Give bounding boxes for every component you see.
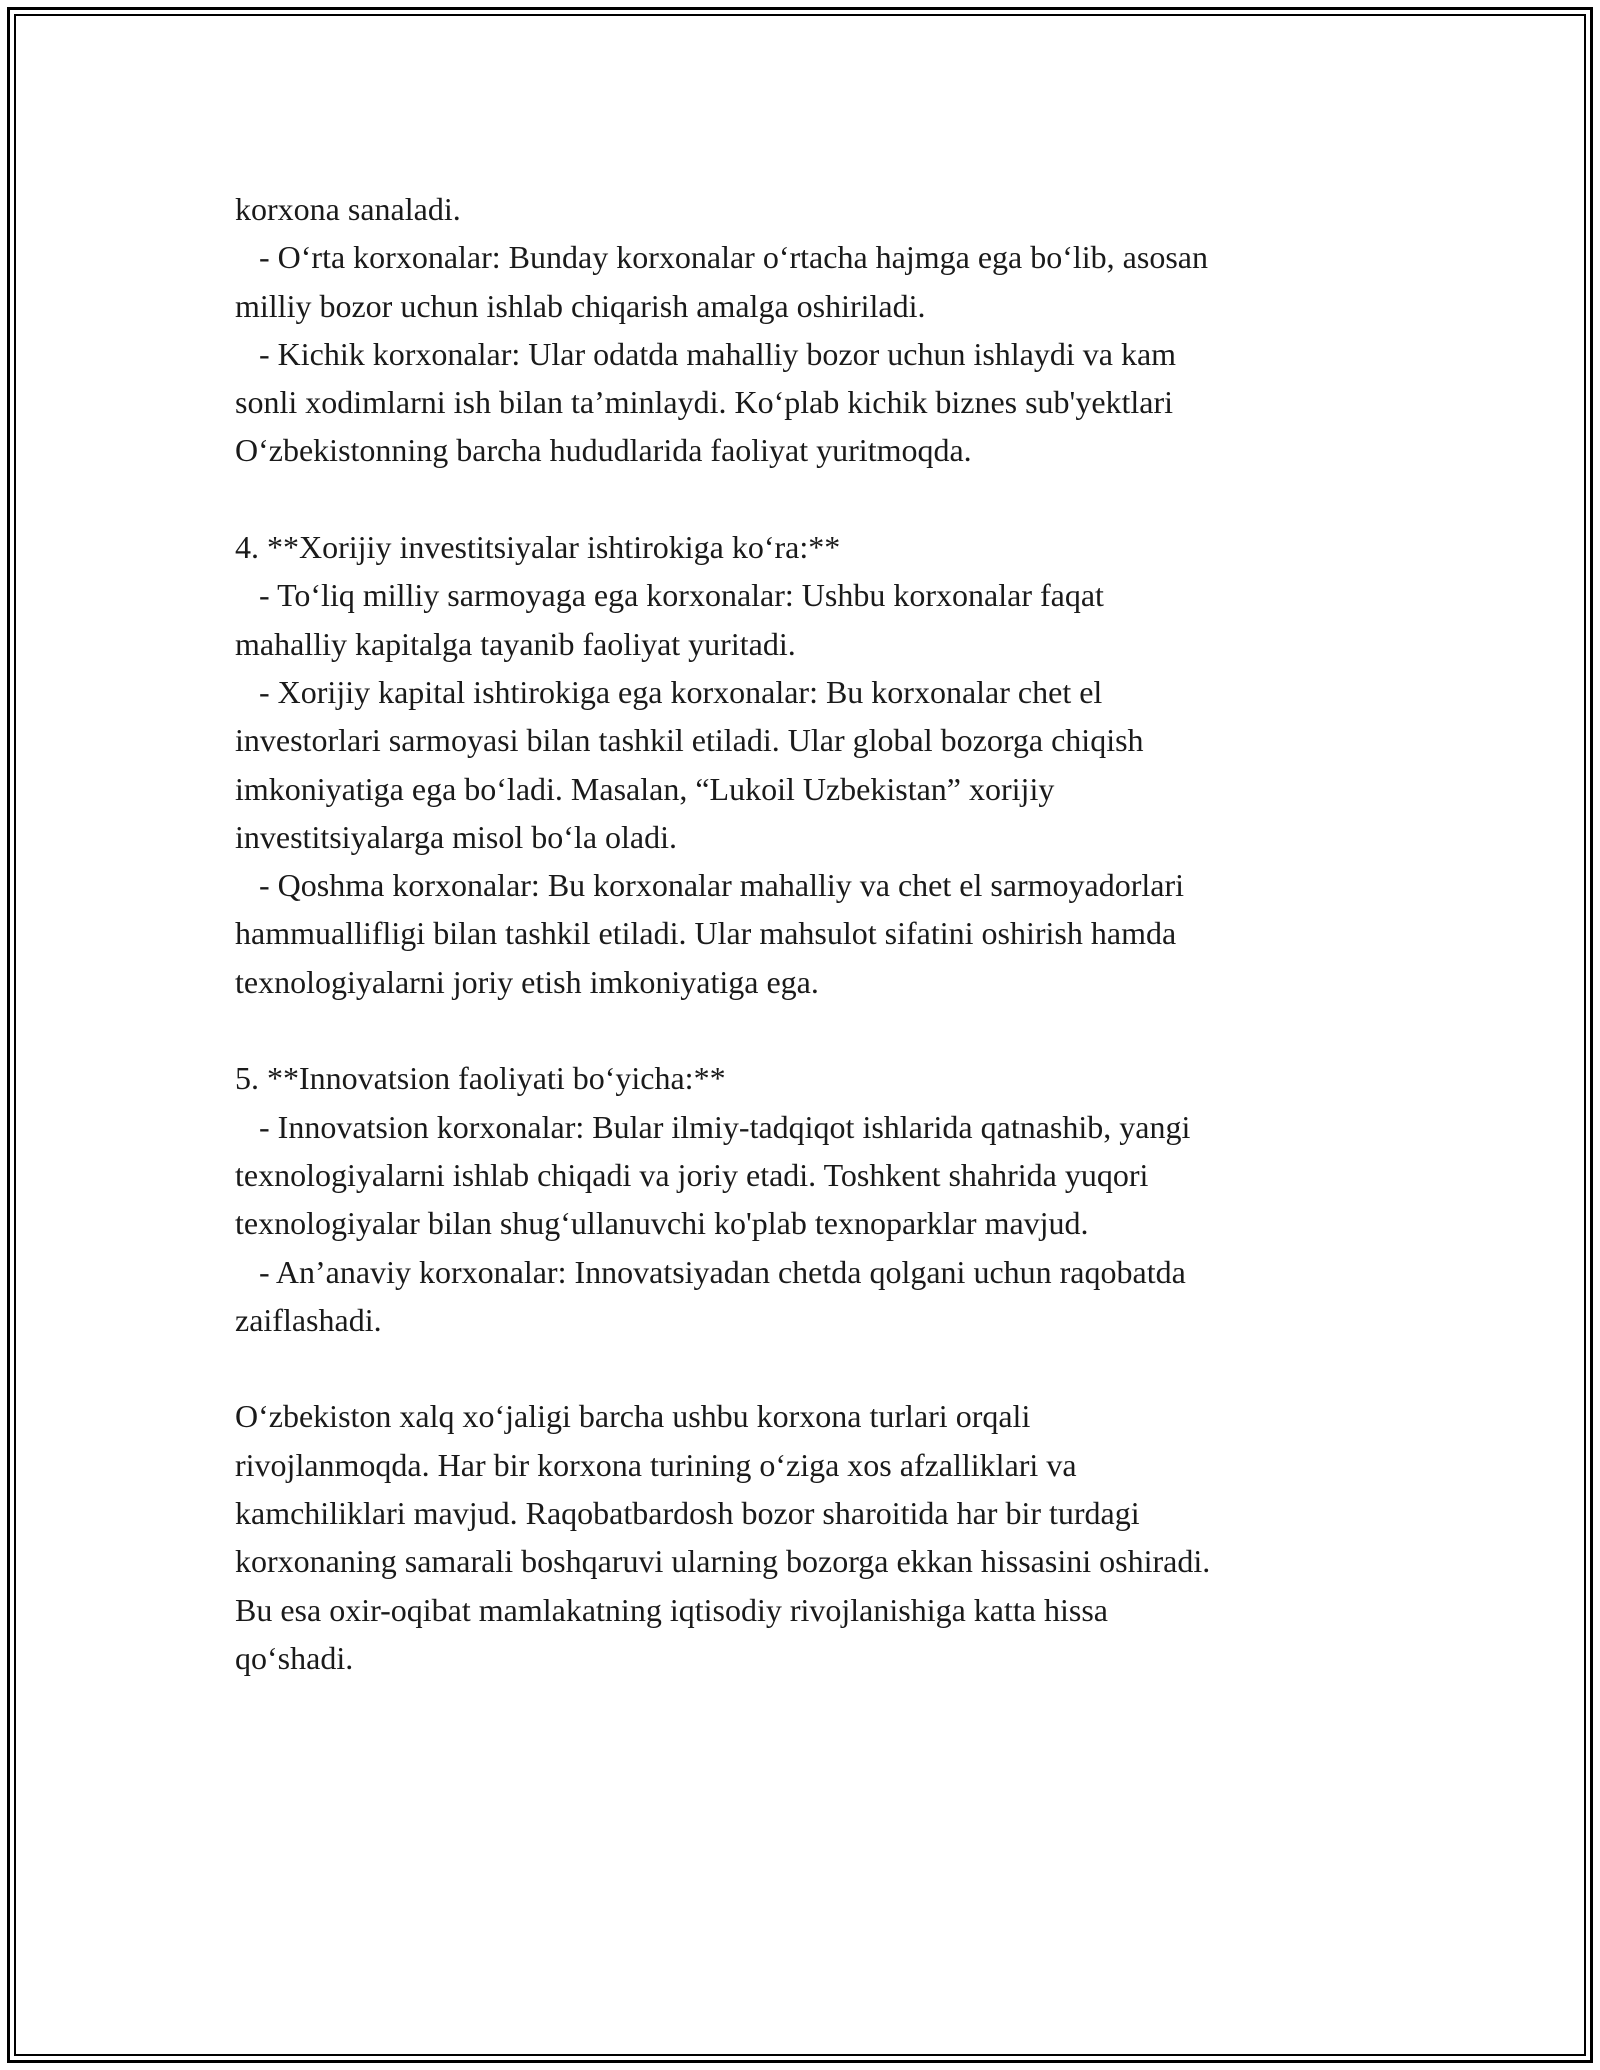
- text-line: investitsiyalarga misol bo‘la oladi.: [235, 818, 677, 855]
- text-line: mahalliy kapitalga tayanib faoliyat yuritadi.: [235, 625, 796, 662]
- section-heading: 4. **Xorijiy investitsiyalar ishtirokiga ko‘ra:**: [235, 529, 841, 566]
- text-line: hammuallifligi bilan tashkil etiladi. Ular mahsulot sifatini oshirish hamda: [235, 915, 1177, 952]
- text-line: investorlari sarmoyasi bilan tashkil etiladi. Ular global bozorga chiqish: [235, 722, 1144, 759]
- section-heading: 5. **Innovatsion faoliyati bo‘yicha:**: [235, 1060, 726, 1097]
- paragraph-gap: [235, 1006, 1365, 1054]
- text-line: texnologiyalarni joriy etish imkoniyatiga ega.: [235, 963, 819, 1000]
- text-line: korxonaning samarali boshqaruvi ularning bozorga ekkan hissasini oshiradi.: [235, 1543, 1211, 1580]
- text-line: - Kichik korxonalar: Ular odatda mahalliy bozor uchun ishlaydi va kam: [235, 335, 1177, 372]
- paragraph-gap: [235, 475, 1365, 523]
- text-line: - Qoshma korxonalar: Bu korxonalar mahalliy va chet el sarmoyadorlari: [235, 867, 1185, 904]
- text-line: texnologiyalarni ishlab chiqadi va joriy etadi. Toshkent shahrida yuqori: [235, 1156, 1149, 1193]
- text-line: kamchiliklari mavjud. Raqobatbardosh bozor sharoitida har bir turdagi: [235, 1495, 1140, 1532]
- text-line: O‘zbekistonning barcha hududlarida faoliyat yuritmoqda.: [235, 432, 972, 469]
- text-line: qo‘shadi.: [235, 1639, 354, 1676]
- text-line: imkoniyatiga ega bo‘ladi. Masalan, “Lukoil Uzbekistan” xorijiy: [235, 770, 1055, 807]
- text-line: zaiflashadi.: [235, 1301, 382, 1338]
- text-line: - To‘liq milliy sarmoyaga ega korxonalar: Ushbu korxonalar faqat: [235, 577, 1104, 614]
- text-line: rivojlanmoqda. Har bir korxona turining o‘ziga xos afzalliklari va: [235, 1446, 1077, 1483]
- text-line: texnologiyalar bilan shug‘ullanuvchi ko'plab texnoparklar mavjud.: [235, 1205, 1089, 1242]
- text-line: - Innovatsion korxonalar: Bular ilmiy-tadqiqot ishlarida qatnashib, yangi: [235, 1108, 1191, 1145]
- text-line: - An’anaviy korxonalar: Innovatsiyadan chetda qolgani uchun raqobatda: [235, 1253, 1186, 1290]
- text-line: sonli xodimlarni ish bilan ta’minlaydi. Ko‘plab kichik biznes sub'yektlari: [235, 384, 1174, 421]
- text-line: O‘zbekiston xalq xo‘jaligi barcha ushbu korxona turlari orqali: [235, 1398, 1031, 1435]
- text-line: milliy bozor uchun ishlab chiqarish amalga oshiriladi.: [235, 287, 926, 324]
- text-line: Bu esa oxir-oqibat mamlakatning iqtisodiy rivojlanishiga katta hissa: [235, 1591, 1108, 1628]
- paragraph-gap: [235, 1344, 1365, 1392]
- text-line: - O‘rta korxonalar: Bunday korxonalar o‘rtacha hajmga ega bo‘lib, asosan: [235, 239, 1208, 276]
- text-line: - Xorijiy kapital ishtirokiga ega korxonalar: Bu korxonalar chet el: [235, 673, 1103, 710]
- text-line: korxona sanaladi.: [235, 191, 461, 227]
- document-body: [235, 185, 1365, 1682]
